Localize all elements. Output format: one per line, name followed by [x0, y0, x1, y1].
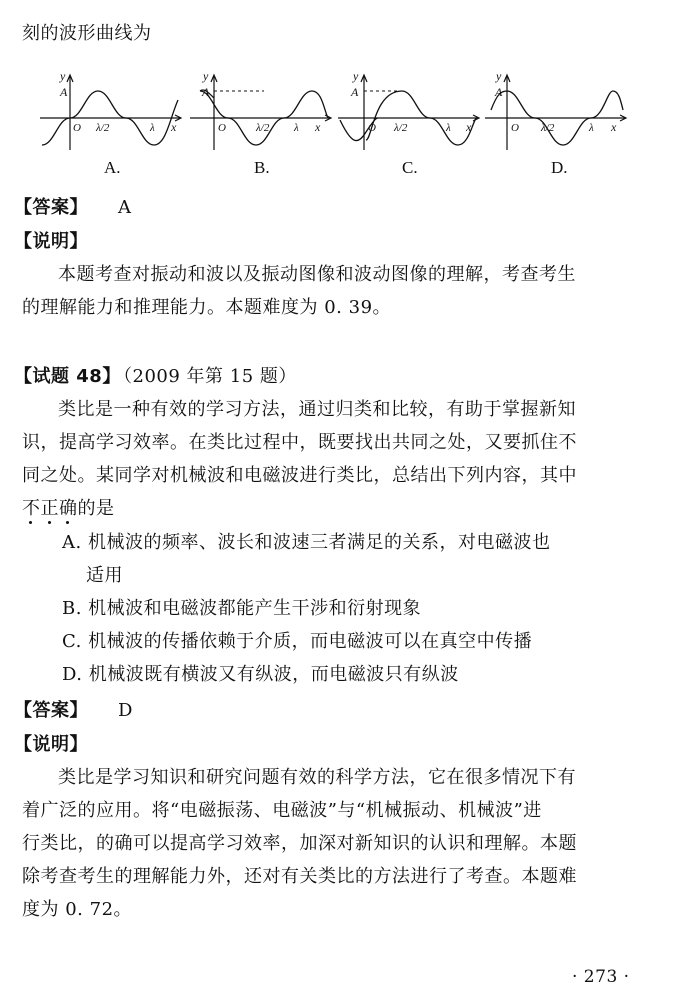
wave-figure-b: [190, 70, 335, 152]
q48-stem-line: 类比是一种有效的学习方法，通过归类和比较，有助于掌握新知: [58, 399, 576, 420]
amplitude-label: A: [202, 85, 210, 99]
choice-c: C. 机械波的传播依赖于介质，而电磁波可以在真空中传播: [62, 631, 533, 652]
half-lambda-label: λ/2: [96, 122, 110, 134]
page-number: · 273 ·: [572, 967, 630, 987]
x-axis-label: x: [171, 120, 177, 134]
q47-answer: A: [118, 197, 132, 218]
q48-explanation-label: 【说明】: [14, 734, 88, 755]
x-axis-label: x: [611, 120, 617, 134]
choice-d: D. 机械波既有横波又有纵波，而电磁波只有纵波: [62, 664, 459, 685]
lambda-label: λ: [446, 122, 451, 134]
q48-title-source: （2009 年第 15 题）: [114, 366, 297, 387]
choice-a: A. 机械波的频率、波长和波速三者满足的关系，对电磁波也: [62, 532, 551, 553]
half-lambda-label: λ/2: [394, 122, 408, 134]
q48-expl-line: 除考查考生的理解能力外，还对有关类比的方法进行了考查。本题难: [22, 866, 577, 887]
option-label-a: A.: [104, 158, 121, 177]
q48-expl-line: 类比是学习知识和研究问题有效的科学方法，它在很多情况下有: [58, 767, 576, 788]
amplitude-label: A: [60, 85, 68, 99]
emphasis-dot: [66, 521, 69, 524]
q47-explanation-label: 【说明】: [14, 231, 88, 252]
lambda-label: λ: [294, 122, 299, 134]
y-axis-label: y: [203, 70, 209, 83]
y-axis-label: y: [60, 70, 66, 83]
q48-stem-line: 识，提高学习效率。在类比过程中，既要找出共同之处，又要抓住不: [22, 432, 577, 453]
amplitude-label: A: [495, 85, 503, 99]
intro-line: 刻的波形曲线为: [22, 23, 152, 44]
q47-expl-line: 的理解能力和推理能力。本题难度为 0. 39。: [22, 297, 392, 318]
q48-answer-label: 【答案】: [14, 700, 88, 721]
wave-figure-d: [485, 70, 630, 152]
y-axis-label: y: [496, 70, 502, 83]
q48-stem-line: 不正确的是: [22, 498, 115, 519]
q48-stem-line: 同之处。某同学对机械波和电磁波进行类比，总结出下列内容，其中: [22, 465, 577, 486]
x-axis-label: x: [315, 120, 321, 134]
q48-expl-line: 度为 0. 72。: [22, 899, 133, 920]
emphasis-dot: [29, 521, 32, 524]
q48-expl-line: 行类比，的确可以提高学习效率，加深对新知识的认识和理解。本题: [22, 833, 577, 854]
choice-b: B. 机械波和电磁波都能产生干涉和衍射现象: [62, 598, 422, 619]
q48-title-label: 【试题 48】: [14, 366, 121, 387]
wave-figure-c: [338, 70, 483, 152]
option-label-b: B.: [254, 158, 270, 177]
half-lambda-label: λ/2: [541, 122, 555, 134]
emphasis-dot: [48, 521, 51, 524]
lambda-label: λ: [150, 122, 155, 134]
y-axis-label: y: [353, 70, 359, 83]
choice-a-continued: 适用: [86, 565, 123, 586]
origin-label: O: [368, 122, 376, 134]
origin-label: O: [73, 122, 81, 134]
q47-expl-line: 本题考查对振动和波以及振动图像和波动图像的理解，考查考生: [58, 264, 576, 285]
q48-expl-line: 着广泛的应用。将“电磁振荡、电磁波”与“机械振动、机械波”进: [22, 800, 542, 821]
origin-label: O: [511, 122, 519, 134]
q47-answer-label: 【答案】: [14, 197, 88, 218]
option-label-c: C.: [402, 158, 418, 177]
lambda-label: λ: [589, 122, 594, 134]
x-axis-label: x: [466, 120, 472, 134]
origin-label: O: [218, 122, 226, 134]
half-lambda-label: λ/2: [256, 122, 270, 134]
q48-answer: D: [118, 700, 133, 721]
amplitude-label: A: [351, 85, 359, 99]
wave-figure-a: [40, 70, 185, 152]
option-label-d: D.: [551, 158, 568, 177]
